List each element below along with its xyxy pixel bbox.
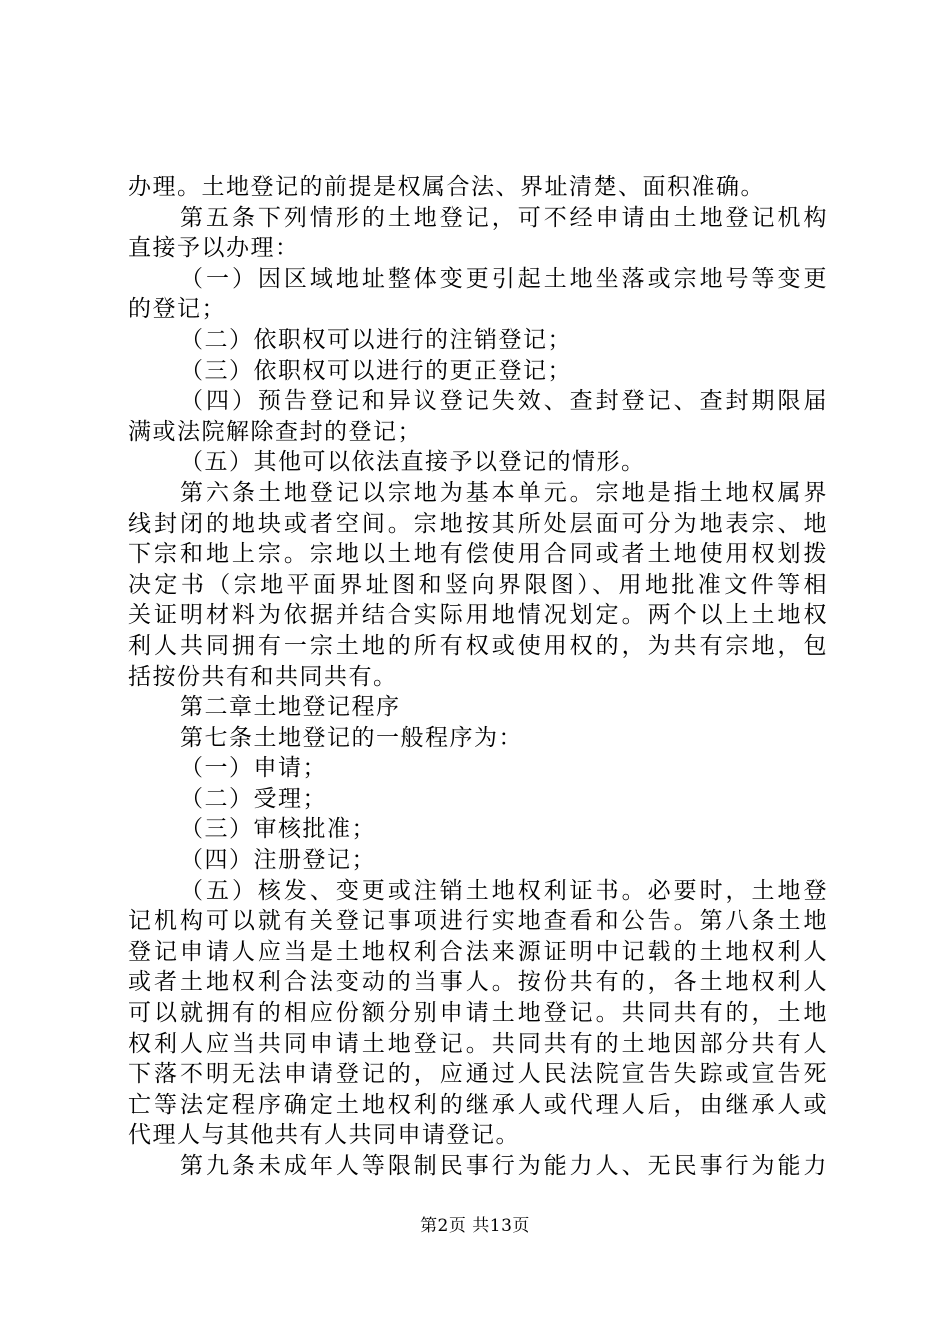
text-line: （二）受理；: [180, 785, 327, 812]
text-line: （一）申请；: [180, 755, 327, 782]
text-line: 代理人与其他共有人共同申请登记。: [128, 1122, 520, 1149]
text-line: （二）依职权可以进行的注销登记；: [180, 326, 572, 353]
document-body: [128, 172, 828, 1182]
text-line: 可以就拥有的相应份额分别申请土地登记。共同共有的，土地: [128, 1000, 828, 1027]
text-line: 下落不明无法申请登记的，应通过人民法院宣告失踪或宣告死: [128, 1061, 828, 1088]
text-line: 的登记；: [128, 296, 226, 323]
text-line: 线封闭的地块或者空间。宗地按其所处层面可分为地表宗、地: [128, 510, 828, 537]
text-line: （三）依职权可以进行的更正登记；: [180, 357, 572, 384]
text-line: 决定书（宗地平面界址图和竖向界限图）、用地批准文件等相: [128, 571, 828, 598]
text-line: 登记申请人应当是土地权利合法来源证明中记载的土地权利人: [128, 938, 828, 965]
text-line: 第六条土地登记以宗地为基本单元。宗地是指土地权属界: [180, 479, 828, 506]
page-number-footer: 第2页 共13页: [420, 1216, 530, 1236]
text-line: 下宗和地上宗。宗地以土地有偿使用合同或者土地使用权划拨: [128, 541, 828, 568]
text-line: 关证明材料为依据并结合实际用地情况划定。两个以上土地权: [128, 602, 828, 629]
text-line: 权利人应当共同申请土地登记。共同共有的土地因部分共有人: [128, 1030, 828, 1057]
text-line: 记机构可以就有关登记事项进行实地查看和公告。第八条土地: [128, 908, 828, 935]
text-line: （三）审核批准；: [180, 816, 376, 843]
text-line: （四）预告登记和异议登记失效、查封登记、查封期限届: [180, 388, 828, 415]
text-line: 第七条土地登记的一般程序为：: [180, 724, 523, 751]
text-line: （五）核发、变更或注销土地权利证书。必要时，土地登: [180, 877, 828, 904]
text-line: 或者土地权利合法变动的当事人。按份共有的，各土地权利人: [128, 969, 828, 996]
text-line: 括按份共有和共同共有。: [128, 663, 398, 690]
text-line: 办理。土地登记的前提是权属合法、界址清楚、面积准确。: [128, 174, 765, 200]
text-line: （四）注册登记；: [180, 847, 376, 874]
text-line: （五）其他可以依法直接予以登记的情形。: [180, 449, 646, 476]
text-line: 第九条未成年人等限制民事行为能力人、无民事行为能力: [180, 1153, 828, 1179]
text-line: 第五条下列情形的土地登记，可不经申请由土地登记机构: [180, 204, 828, 231]
text-line: （一）因区域地址整体变更引起土地坐落或宗地号等变更: [180, 265, 828, 292]
text-line: 亡等法定程序确定土地权利的继承人或代理人后，由继承人或: [128, 1091, 828, 1118]
text-line: 满或法院解除查封的登记；: [128, 418, 422, 445]
text-line: 第二章土地登记程序: [180, 694, 401, 721]
text-line: 利人共同拥有一宗土地的所有权或使用权的，为共有宗地，包: [128, 632, 828, 659]
text-line: 直接予以办理：: [128, 235, 300, 262]
